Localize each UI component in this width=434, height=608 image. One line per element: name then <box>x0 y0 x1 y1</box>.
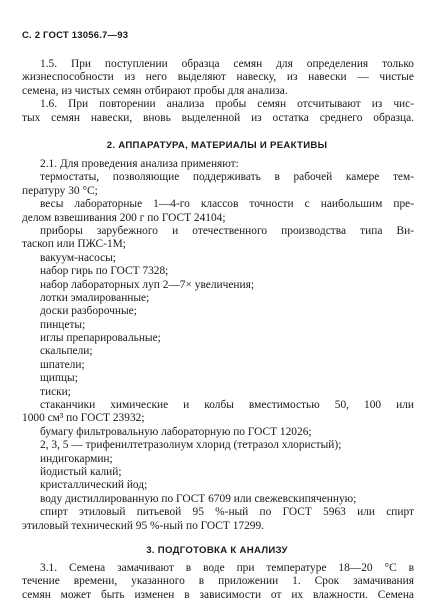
text-line: 3.1. Семена замачивают в воде при температуре 18—20 °С в <box>40 562 414 574</box>
text-line: течение времени, указанного в приложении 1. Срок замачивания <box>22 575 414 588</box>
text-line: жизнеспособности из него выделяют навеску, из навески — чистые <box>22 71 414 84</box>
intro-paragraphs <box>22 58 414 125</box>
text-line: приборы зарубежного и отечественного производства типа Ви- <box>40 224 414 237</box>
text-line: тых семян навески, вновь выделенной из остатка среднего образца. <box>22 111 414 124</box>
text-line: термостаты, позволяющие поддерживать в рабочей камере тем- <box>40 171 414 184</box>
text-line: шпатели; <box>40 358 85 371</box>
section-heading: 3. ПОДГОТОВКА К АНАЛИЗУ <box>146 545 288 556</box>
text-line: вакуум-насосы; <box>40 251 116 264</box>
text-line: тaскоп или ПЖС-1М; <box>22 238 126 251</box>
text-line: этиловый технический 95 %-ный по ГОСТ 17299. <box>22 519 265 532</box>
text-line: щипцы; <box>40 372 78 385</box>
text-line: пературу 30 °С; <box>22 184 98 197</box>
text-line: йодистый калий; <box>40 465 122 478</box>
text-line: 1.6. При повторении анализа пробы семян отсчитывают из чис- <box>40 98 414 111</box>
text-line: набор лабораторных луп 2—7× увеличения; <box>40 278 254 291</box>
page-header: С. 2 ГОСТ 13056.7—93 <box>22 30 129 41</box>
text-line: пинцеты; <box>40 318 86 331</box>
text-line: индигокармин; <box>40 452 113 465</box>
text-line: весы лабораторные 1—4-го классов точности с наибольшим пре- <box>40 198 414 211</box>
text-line: доски разборочные; <box>40 305 137 318</box>
text-line: 1000 см³ по ГОСТ 23932; <box>22 412 145 425</box>
section-heading: 2. АППАРАТУРА, МАТЕРИАЛЫ И РЕАКТИВЫ <box>106 140 328 151</box>
text-line: скальпели; <box>40 345 93 358</box>
text-line: воду дистиллированную по ГОСТ 6709 или свежевскипяченную; <box>40 492 357 505</box>
text-line: делом взвешивания 200 г по ГОСТ 24104; <box>22 211 226 224</box>
text-line: иглы препарировальные; <box>40 332 161 345</box>
text-line: кристаллический йод; <box>40 479 148 492</box>
text-line: набор гирь по ГОСТ 7328; <box>40 265 169 278</box>
text-line: бумагу фильтровальную лабораторную по ГОСТ 12026; <box>40 425 312 438</box>
text-line: стаканчики химические и колбы вместимостью 50, 100 или <box>40 399 414 412</box>
text-line: 1.5. При поступлении образца семян для определения только <box>40 58 414 70</box>
text-line: лотки эмалированные; <box>40 291 150 304</box>
text-line: 2, 3, 5 — трифенилтетразолиум хлорид (тетразол хлористый); <box>40 439 342 452</box>
text-line: спирт этиловый питьевой 95 %-ный по ГОСТ 5963 или спирт <box>40 506 414 519</box>
section-3-body <box>22 562 414 602</box>
text-line: семена, из чистых семян отбирают пробы для анализа. <box>22 84 288 97</box>
text-line: семян может быть изменен в зависимости от их влажности. Семена <box>22 588 414 601</box>
section-2-body <box>22 158 414 533</box>
text-line: 2.1. Для проведения анализа применяют: <box>40 158 239 170</box>
text-line: тиски; <box>40 385 71 398</box>
